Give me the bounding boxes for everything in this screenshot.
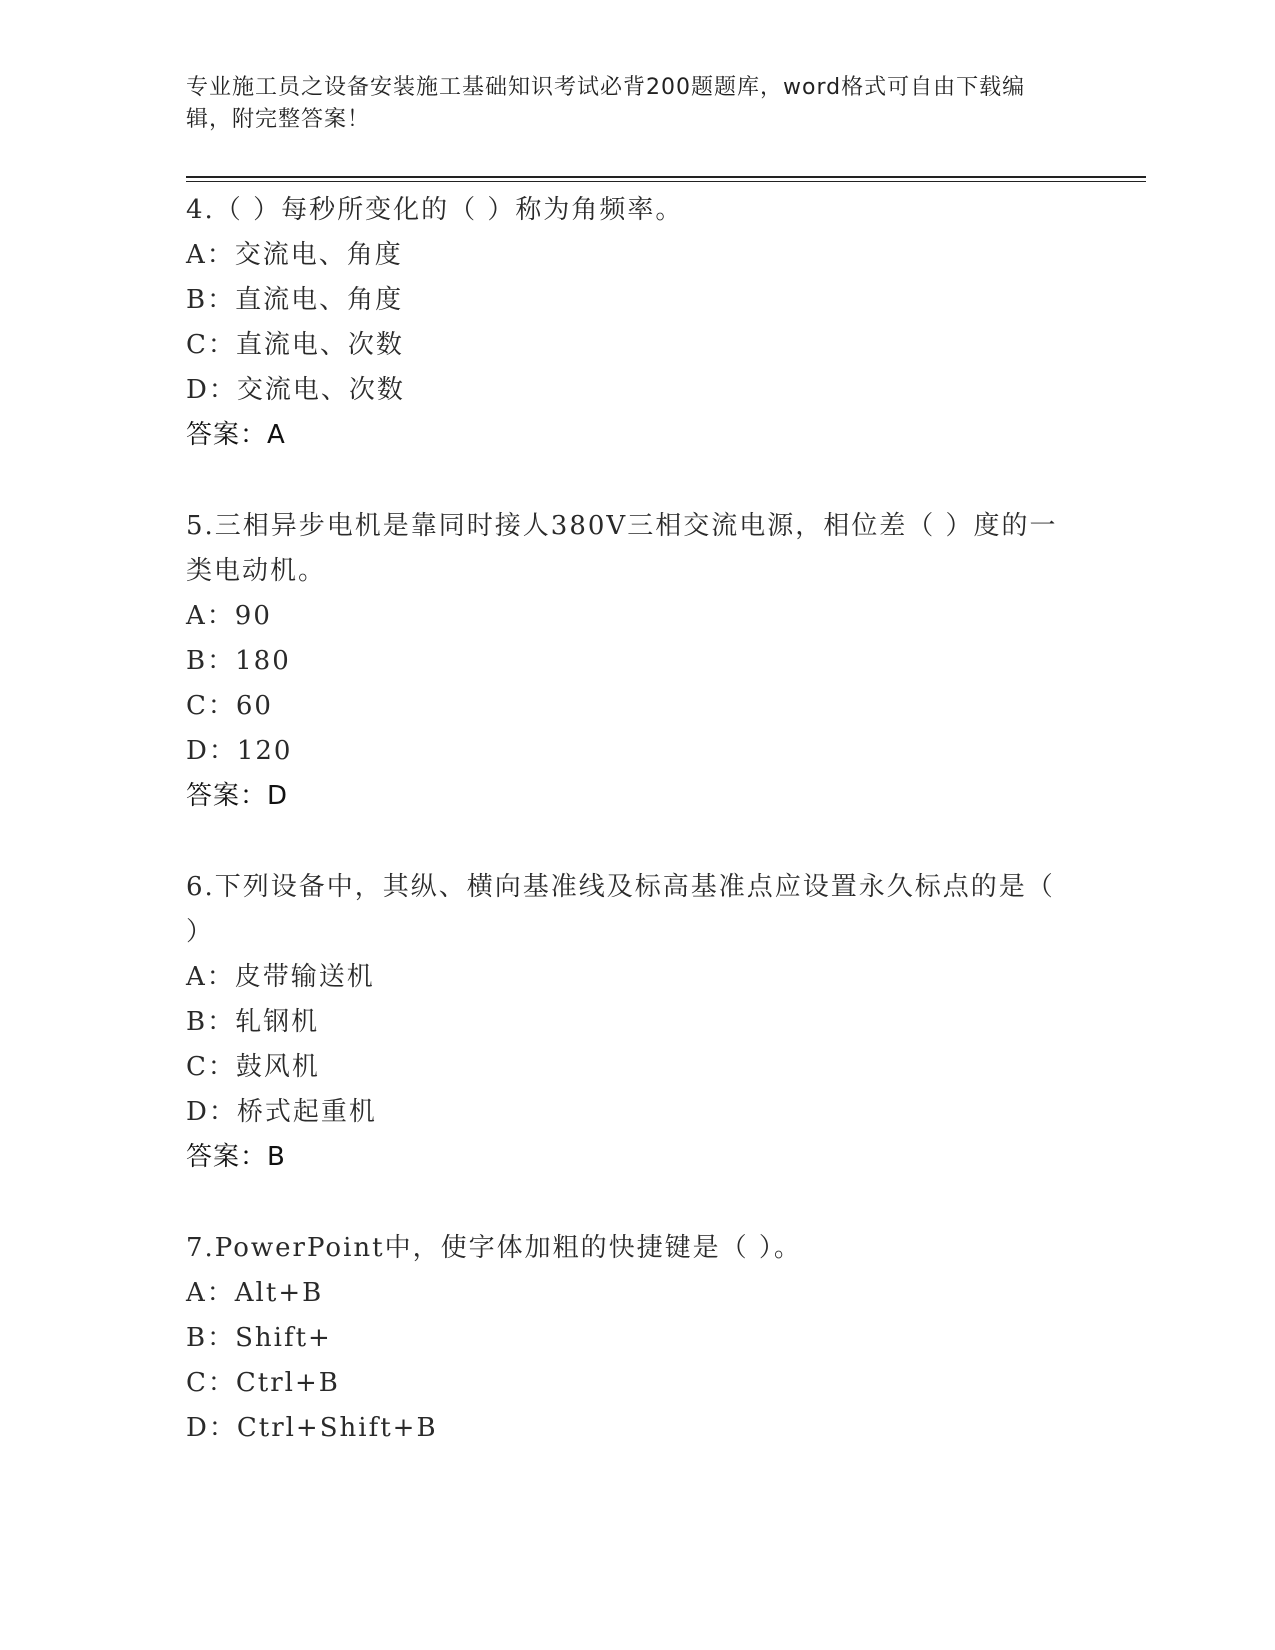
answer-line: 答案：D [186,781,289,811]
option-b: B：直流电、角度 [186,285,404,315]
question-text: 4.（ ）每秒所变化的（ ）称为角频率。 [186,195,684,225]
option-c: C：鼓风机 [186,1052,320,1082]
option-b: B：轧钢机 [186,1007,320,1037]
question-text: 6.下列设备中，其纵、横向基准线及标高基准点应设置永久标点的是（ ） [186,872,1055,947]
option-c: C：60 [186,691,273,721]
question-5 [186,504,1066,819]
question-4 [186,188,1066,458]
option-a: A：皮带输送机 [186,962,375,992]
question-6 [186,865,1066,1180]
option-b: B：180 [186,646,291,676]
option-d: D：Ctrl+Shift+B [186,1413,438,1443]
option-d: D：桥式起重机 [186,1097,377,1127]
question-text: 5.三相异步电机是靠同时接人380V三相交流电源，相位差（ ）度的一类电动机。 [186,511,1058,586]
answer-line: 答案：B [186,1142,286,1172]
option-a: A：Alt+B [186,1278,324,1308]
option-c: C：直流电、次数 [186,330,404,360]
option-d: D：交流电、次数 [186,375,405,405]
answer-line: 答案：A [186,420,286,450]
option-c: C：Ctrl+B [186,1368,340,1398]
option-a: A：90 [186,601,272,631]
option-a: A：交流电、角度 [186,240,403,270]
question-7 [186,1226,1066,1451]
option-b: B：Shift+ [186,1323,332,1353]
option-d: D：120 [186,736,293,766]
question-list [186,188,1066,1497]
header-rule-thick [186,176,1146,178]
document-header: 专业施工员之设备安装施工基础知识考试必背200题题库，word格式可自由下载编辑，附完整答案！ [186,75,1026,132]
question-text: 7.PowerPoint中，使字体加粗的快捷键是（ ）。 [186,1233,802,1263]
header-rule-thin [186,181,1146,182]
